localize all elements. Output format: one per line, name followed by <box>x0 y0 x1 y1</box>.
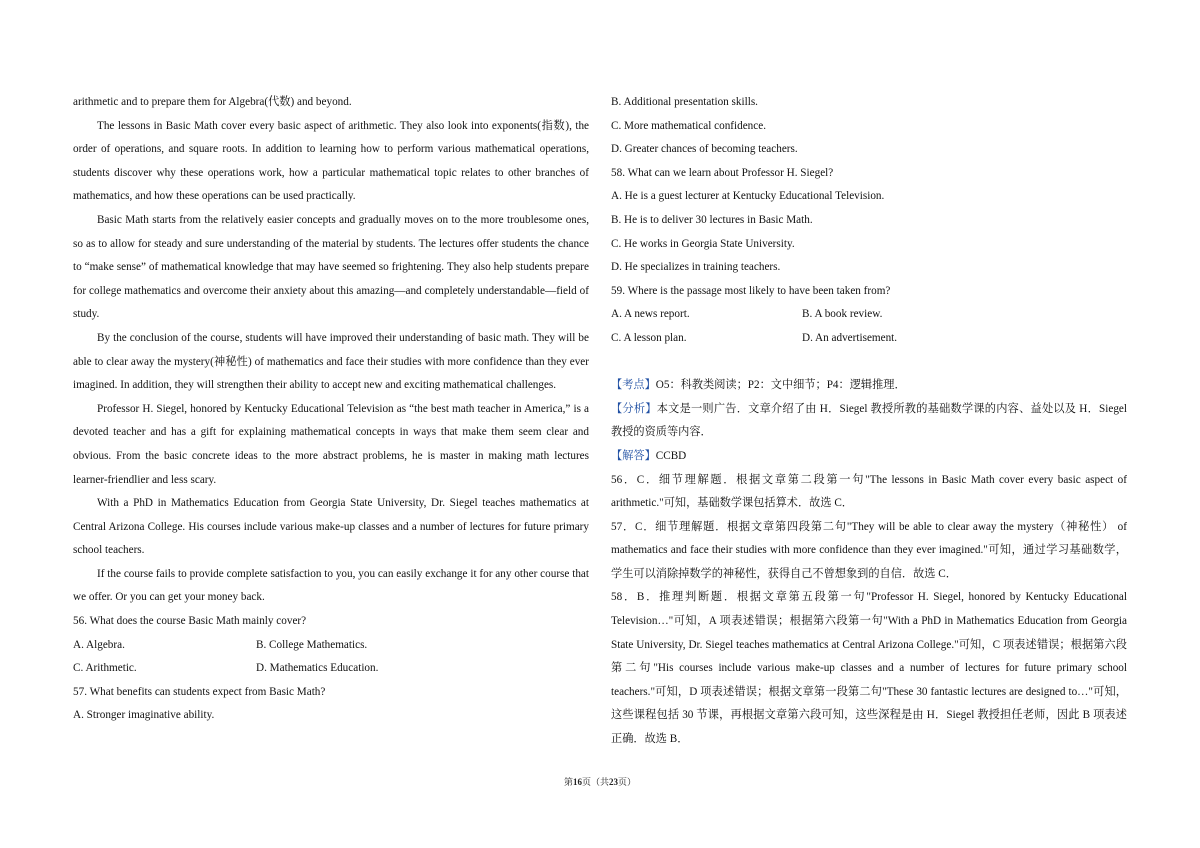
passage-paragraph: By the conclusion of the course, students will have improved their understanding of basic math. They will be able to clear away the mystery(神秘性) of mathematics and face their studies with more confidence than they ever imagined. In addition, they will strengthen their ability to accept new and exciting mathematical challenges. <box>73 331 589 392</box>
spacer <box>611 351 1127 375</box>
right-column <box>611 91 1127 752</box>
option-a: A. Algebra. <box>73 638 125 651</box>
option-c: C. A lesson plan. <box>611 331 687 344</box>
kaodian-tag: 【考点】 <box>611 379 656 392</box>
left-column <box>73 91 589 728</box>
passage-paragraph: If the course fails to provide complete satisfaction to you, you can easily exchange it for any other course that we offer. Or you can get your money back. <box>73 567 589 604</box>
answer-56: 56．C．细节理解题．根据文章第二段第一句"The lessons in Basic Math cover every basic aspect of arithmetic."可知，基础数学课包括算术．故选 C． <box>611 473 1127 510</box>
passage-paragraph: arithmetic and to prepare them for Algebra(代数) and beyond. <box>73 96 352 108</box>
footer-prefix: 第 <box>563 777 573 787</box>
passage-paragraph: With a PhD in Mathematics Education from Georgia State University, Dr. Siegel teaches mathematics at Central Arizona College. His courses include various make-up classes and a number of lectures for future primary school teachers. <box>73 497 589 557</box>
question-57: 57. What benefits can students expect from Basic Math? <box>73 685 326 698</box>
option-c: C. Arithmetic. <box>73 662 137 675</box>
option-b: B. A book review. <box>802 308 883 321</box>
footer-total-pages: 23 <box>609 777 618 787</box>
option-a: A. He is a guest lecturer at Kentucky Educational Television. <box>611 190 885 203</box>
option-a: A. A news report. <box>611 308 690 321</box>
question-59-options-row2 <box>611 327 1127 351</box>
footer-suffix: 页） <box>618 777 637 787</box>
answer-58: 58．B．推理判断题．根据文章第五段第一句"Professor H. Siegel, honored by Kentucky Educational Television…"可知，A 项表述错误；根据第六段第一句"With a PhD in Mathematics Education from Georgia State University, Dr. Siegel teaches mathematics at Central Arizona College."可知，C 项表述错误；根据第六段第二句"His courses include various make-up classes and a number of lectures for future primary school teachers."可知，D 项表述错误；根据文章第一段第二句"These 30 fantastic lectures are designed to…"可知，这些课程包括 30 节课，再根据文章第六段可知，这些深程是由 H．Siegel 教授担任老师，因此 B 项表述正确．故选 B． <box>611 591 1127 746</box>
option-d: D. He specializes in training teachers. <box>611 261 781 274</box>
question-56-options-row2 <box>73 657 589 681</box>
fenxi-line <box>611 398 1127 445</box>
question-58: 58. What can we learn about Professor H. Siegel? <box>611 166 834 179</box>
kaodian-line <box>611 374 1127 398</box>
passage-paragraph: Basic Math starts from the relatively easier concepts and gradually moves on to the more troublesome ones, so as to allow for steady and sure understanding of the material by students. The lectures offer students the chance to “make sense” of mathematical knowledge that may have seemed so frightening. They also help students prepare for college mathematics and overcome their anxiety about this amazing—and completely understandable—field of study. <box>73 213 589 321</box>
passage-paragraph: The lessons in Basic Math cover every basic aspect of arithmetic. They also look into exponents(指数), the order of operations, and square roots. In addition to learning how to perform various mathematical operations, students discover why these operations work, how a particular mathematical topic relates to other branches of mathematics, and how these operations can be used practically. <box>73 119 589 203</box>
jieda-line <box>611 445 1127 469</box>
passage-paragraph: Professor H. Siegel, honored by Kentucky Educational Television as “the best math teacher in America,” is a devoted teacher and has a gift for explaining mathematical concepts in ways that make them seem clear and obvious. From the basic concrete ideas to the more abstract problems, he is master in making math lectures learner-friendlier and less scary. <box>73 402 589 486</box>
fenxi-tag: 【分析】 <box>611 402 657 415</box>
option-d: D. Greater chances of becoming teachers. <box>611 143 798 156</box>
question-59-options-row1 <box>611 303 1127 327</box>
option-c: C. He works in Georgia State University. <box>611 237 795 250</box>
option-d: D. An advertisement. <box>802 331 898 344</box>
question-56: 56. What does the course Basic Math mainly cover? <box>73 615 307 628</box>
question-56-options-row1 <box>73 634 589 658</box>
answer-57: 57．C．细节理解题．根据文章第四段第二句"They will be able to clear away the mystery（神秘性） of mathematics and face their studies with more confidence than they ever imagined."可知，通过学习基础数学，学生可以消除掉数学的神秘性，获得自己不曾想象到的自信．故选 C． <box>611 520 1127 580</box>
option-b: B. Additional presentation skills. <box>611 96 758 108</box>
option-c: C. More mathematical confidence. <box>611 119 767 132</box>
fenxi-text: 本文是一则广告．文章介绍了由 H．Siegel 教授所教的基础数学课的内容、益处以及 H．Siegel 教授的资质等内容． <box>611 402 1127 439</box>
page-footer <box>0 775 1200 788</box>
option-d: D. Mathematics Education. <box>256 662 379 675</box>
footer-mid: 页（共 <box>581 777 609 787</box>
jieda-text: CCBD <box>655 449 687 462</box>
kaodian-text: O5：科教类阅读；P2：文中细节；P4：逻辑推理． <box>655 379 906 392</box>
option-a: A. Stronger imaginative ability. <box>73 709 215 722</box>
option-b: B. He is to deliver 30 lectures in Basic Math. <box>611 213 813 226</box>
option-b: B. College Mathematics. <box>256 638 368 651</box>
question-59: 59. Where is the passage most likely to have been taken from? <box>611 284 891 297</box>
jieda-tag: 【解答】 <box>611 449 656 462</box>
footer-page-number: 16 <box>572 777 582 787</box>
